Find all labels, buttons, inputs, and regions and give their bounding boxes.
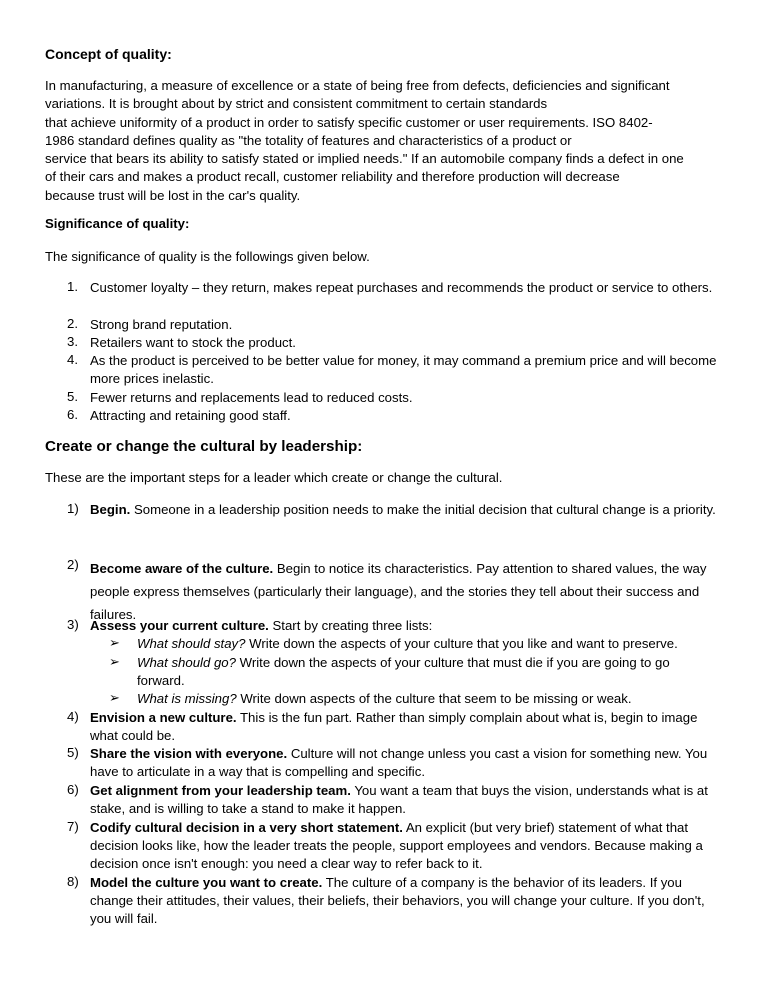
list-number: 5): [67, 745, 79, 760]
step-title: Begin.: [90, 502, 131, 517]
sub-list-title: What should go?: [137, 655, 236, 670]
list-text: [90, 874, 722, 928]
arrow-bullet-icon: ➢: [109, 654, 121, 669]
list-number: 3): [67, 617, 79, 632]
list-text: As the product is perceived to be better value for money, it may command a premium price and will become more prices inelastic.: [90, 353, 717, 386]
list-number: 6.: [67, 407, 78, 422]
step-body: An explicit (but very brief) statement of what that decision looks like, how the leader treats the people, support employees and vendors. Because making a decision once isn't enough: you need a clear way to refer back to it.: [90, 820, 703, 871]
step-title: Get alignment from your leadership team.: [90, 783, 351, 798]
step-title: Model the culture you want to create.: [90, 875, 323, 890]
list-text: [90, 501, 722, 519]
step-title: Envision a new culture.: [90, 710, 237, 725]
sub-list-text: [137, 654, 712, 690]
step-body: Culture will not change unless you cast a vision for something new. You have to articulate in a way that is compelling and specific.: [90, 746, 708, 779]
significance-intro: The significance of quality is the followings given below.: [45, 249, 370, 264]
concept-line: variations. It is brought about by strict and consistent commitment to certain standards: [45, 96, 548, 112]
sub-list-body: Write down the aspects of your culture that must die if you are going to go forward.: [137, 655, 670, 688]
sub-list-body: Write down aspects of the culture that seem to be missing or weak.: [236, 691, 632, 706]
list-number: 3.: [67, 334, 78, 349]
step-body: This is the fun part. Rather than simply complain about what is, begin to image what could be.: [90, 710, 698, 743]
step-body: Someone in a leadership position needs to make the initial decision that cultural change is a priority.: [130, 502, 716, 517]
list-number: 5.: [67, 389, 78, 404]
list-text: Fewer returns and replacements lead to reduced costs.: [90, 390, 413, 405]
list-number: 6): [67, 782, 79, 797]
list-number: 4): [67, 709, 79, 724]
step-title: Assess your current culture.: [90, 618, 269, 633]
concept-line: In manufacturing, a measure of excellence or a state of being free from defects, deficiencies and significant: [45, 78, 670, 93]
arrow-bullet-icon: ➢: [109, 690, 121, 705]
sub-list-title: What should stay?: [137, 636, 246, 651]
sub-list-title: What is missing?: [137, 691, 237, 706]
culture-intro: These are the important steps for a leader which create or change the cultural.: [45, 470, 503, 485]
concept-line: 1986 standard defines quality as "the totality of features and characteristics of a product or: [45, 132, 572, 148]
list-text: [90, 557, 722, 626]
list-number: 4.: [67, 352, 78, 367]
list-text: [90, 617, 722, 635]
list-text: [90, 782, 722, 818]
concept-line: service that bears its ability to satisfy stated or implied needs." If an automobile company finds a defect in one: [45, 151, 684, 167]
concept-line: because trust will be lost in the car's quality.: [45, 187, 301, 203]
arrow-bullet-icon: ➢: [109, 635, 121, 650]
step-body: Start by creating three lists:: [268, 618, 433, 633]
list-text: [90, 745, 722, 781]
sub-list-text: [137, 635, 712, 653]
list-text: [90, 709, 722, 745]
list-number: 1): [67, 501, 79, 516]
list-text: Strong brand reputation.: [90, 317, 233, 332]
list-number: 1.: [67, 279, 78, 294]
step-body: Begin to notice its characteristics. Pay attention to shared values, the way people express themselves (particularly their language), and the stories they tell about their success and failures.: [90, 561, 707, 622]
concept-line: that achieve uniformity of a product in order to satisfy specific customer or user requirements. ISO 8402-: [45, 114, 653, 130]
culture-heading: Create or change the cultural by leadership:: [45, 438, 363, 455]
list-text: Attracting and retaining good staff.: [90, 408, 291, 423]
step-body: The culture of a company is the behavior of its leaders. If you change their attitudes, their values, their beliefs, their behaviors, you will change your culture. If you don't, you will fail.: [90, 875, 705, 926]
concept-heading: Concept of quality:: [45, 46, 172, 62]
step-title: Share the vision with everyone.: [90, 746, 288, 761]
sub-list-text: [137, 690, 712, 708]
list-number: 2.: [67, 316, 78, 331]
step-body: You want a team that buys the vision, understands what is at stake, and is willing to take a stand to make it happen.: [90, 783, 708, 816]
list-number: 8): [67, 874, 79, 889]
list-text: [90, 819, 722, 873]
list-text: Customer loyalty – they return, makes repeat purchases and recommends the product or service to others.: [90, 280, 713, 295]
concept-line: of their cars and makes a product recall, customer reliability and therefore production will decrease: [45, 169, 620, 185]
concept-paragraph: [45, 77, 684, 205]
sub-list-body: Write down the aspects of your culture that you like and want to preserve.: [245, 636, 678, 651]
list-text: Retailers want to stock the product.: [90, 335, 296, 350]
step-title: Become aware of the culture.: [90, 561, 274, 576]
list-number: 2): [67, 557, 79, 572]
significance-heading: Significance of quality:: [45, 216, 190, 231]
list-number: 7): [67, 819, 79, 834]
step-title: Codify cultural decision in a very short statement.: [90, 820, 403, 835]
